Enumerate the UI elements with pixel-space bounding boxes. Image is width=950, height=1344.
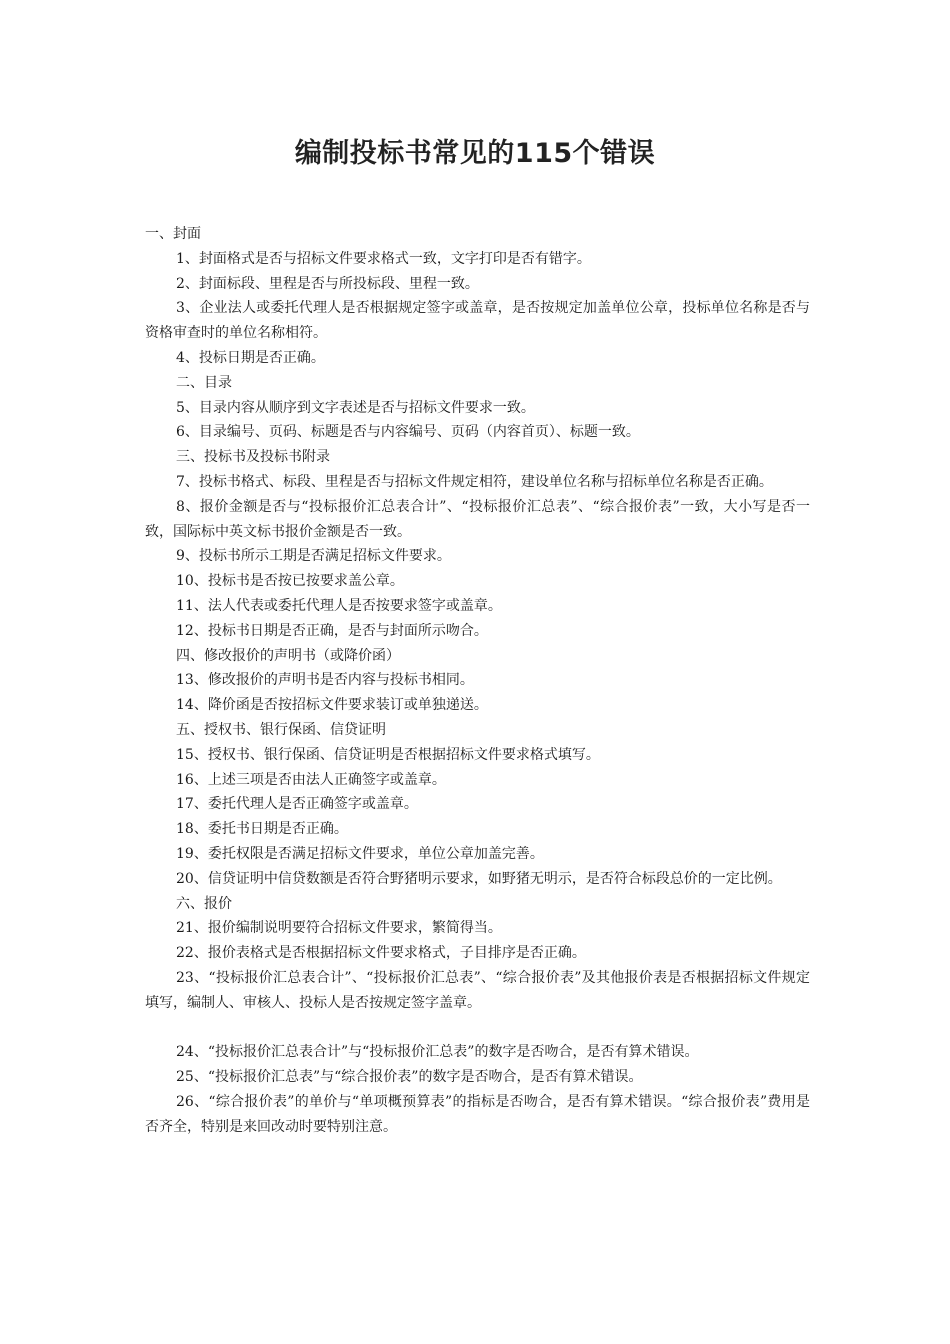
paragraph: 19、委托权限是否满足招标文件要求，单位公章加盖完善。 (176, 845, 544, 862)
paragraph: 一、封面 (145, 226, 201, 242)
paragraph: 1、封面格式是否与招标文件要求格式一致，文字打印是否有错字。 (176, 250, 591, 267)
paragraph: 18、委托书日期是否正确。 (176, 821, 348, 838)
paragraph: 22、报价表格式是否根据招标文件要求格式，子目排序是否正确。 (176, 945, 586, 962)
paragraph: 8、报价金额是否与“投标报价汇总表合计”、“投标报价汇总表”、“综合报价表”一致，大小写是否一致，国际标中英文标书报价金额是否一致。 (145, 498, 810, 540)
document-body (145, 222, 810, 1139)
paragraph: 16、上述三项是否由法人正确签字或盖章。 (176, 771, 446, 788)
paragraph: 12、投标书日期是否正确，是否与封面所示吻合。 (176, 622, 488, 639)
paragraph: 24、“投标报价汇总表合计”与“投标报价汇总表”的数字是否吻合，是否有算术错误。 (176, 1044, 699, 1061)
paragraph: 六、报价 (176, 895, 232, 912)
paragraph: 21、报价编制说明要符合招标文件要求，繁简得当。 (176, 920, 502, 937)
document-title: 编制投标书常见的115个错误 (294, 138, 656, 169)
paragraph: 7、投标书格式、标段、里程是否与招标文件规定相符，建设单位名称与招标单位名称是否正确。 (176, 473, 773, 490)
paragraph: 13、修改报价的声明书是否内容与投标书相同。 (176, 672, 474, 689)
paragraph: 五、授权书、银行保函、信贷证明 (176, 721, 386, 738)
paragraph: 6、目录编号、页码、标题是否与内容编号、页码（内容首页）、标题一致。 (176, 424, 640, 441)
paragraph: 17、委托代理人是否正确签字或盖章。 (176, 796, 418, 813)
paragraph: 26、“综合报价表”的单价与“单项概预算表”的指标是否吻合，是否有算术错误。“综合报价表”费用是否齐全，特别是来回改动时要特别注意。 (145, 1093, 810, 1135)
paragraph: 三、投标书及投标书附录 (176, 449, 330, 466)
paragraph: 14、降价函是否按招标文件要求装订或单独递送。 (176, 697, 488, 714)
paragraph: 四、修改报价的声明书（或降价函） (176, 647, 400, 664)
paragraph: 9、投标书所示工期是否满足招标文件要求。 (176, 548, 451, 565)
paragraph: 11、法人代表或委托代理人是否按要求签字或盖章。 (176, 597, 502, 614)
paragraph: 二、目录 (176, 374, 232, 391)
paragraph: 25、“投标报价汇总表”与“综合报价表”的数字是否吻合，是否有算术错误。 (176, 1069, 643, 1086)
paragraph: 3、企业法人或委托代理人是否根据规定签字或盖章，是否按规定加盖单位公章，投标单位名称是否与资格审查时的单位名称相符。 (145, 300, 810, 342)
paragraph: 2、封面标段、里程是否与所投标段、里程一致。 (176, 275, 479, 292)
paragraph: 10、投标书是否按已按要求盖公章。 (176, 573, 404, 590)
paragraph: 20、信贷证明中信贷数额是否符合野猪明示要求，如野猪无明示，是否符合标段总价的一定比例。 (176, 870, 782, 887)
paragraph: 5、目录内容从顺序到文字表述是否与招标文件要求一致。 (176, 399, 535, 416)
paragraph: 15、授权书、银行保函、信贷证明是否根据招标文件要求格式填写。 (176, 746, 600, 763)
paragraph: 4、投标日期是否正确。 (176, 349, 325, 366)
paragraph: 23、“投标报价汇总表合计”、“投标报价汇总表”、“综合报价表”及其他报价表是否根据招标文件规定填写，编制人、审核人、投标人是否按规定签字盖章。 (145, 969, 810, 1011)
